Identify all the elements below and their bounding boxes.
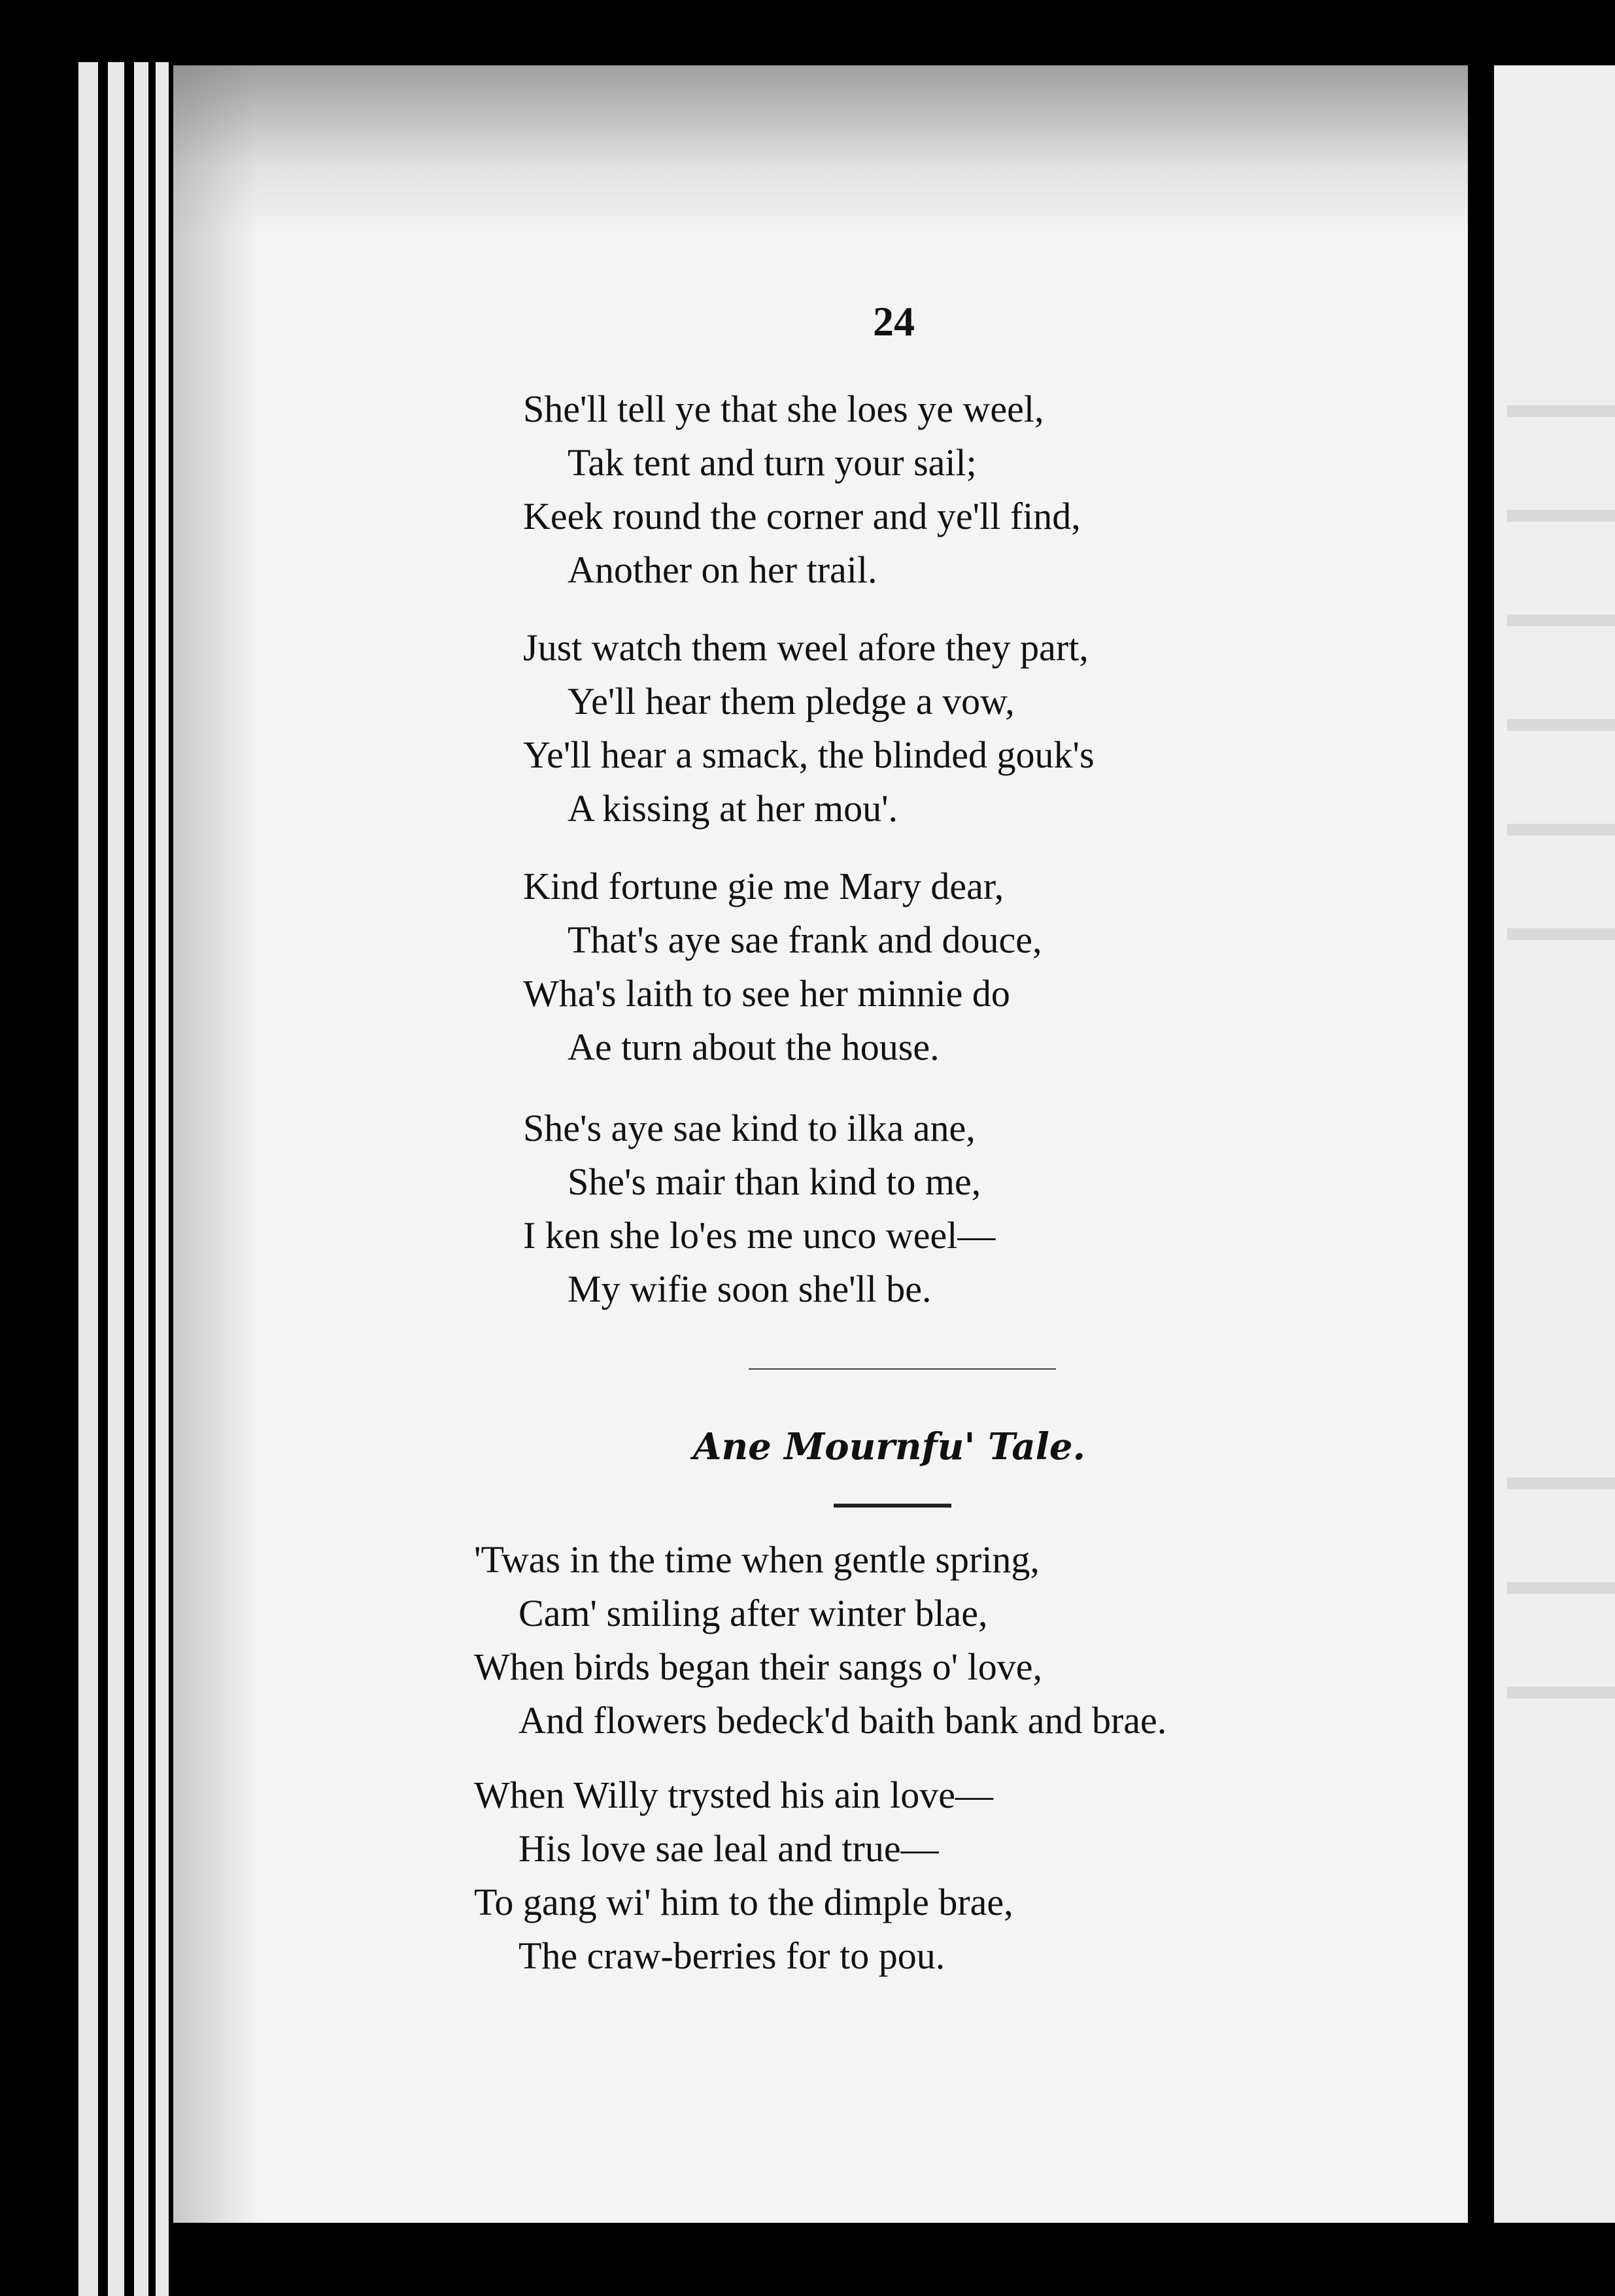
stanza-2	[523, 621, 1095, 836]
verse-line: That's aye sae frank and douce,	[568, 919, 1042, 961]
verse-line: She's aye sae kind to ilka ane,	[523, 1107, 976, 1149]
verse-line: Another on her trail.	[568, 549, 877, 591]
page-edge	[78, 62, 98, 2296]
verse-line: Ae turn about the house.	[568, 1026, 940, 1068]
verse-line: The craw-berries for to pou.	[518, 1934, 945, 1977]
verse-line: She'll tell ye that she loes ye weel,	[523, 388, 1044, 430]
verse-line: And flowers bedeck'd baith bank and brae.	[518, 1699, 1167, 1742]
page-number: 24	[873, 298, 915, 345]
stanza-4	[523, 1102, 995, 1316]
verse-line: When birds began their sangs o' love,	[474, 1646, 1042, 1688]
verse-line: Cam' smiling after winter blae,	[518, 1592, 988, 1634]
verse-line: Wha's laith to see her minnie do	[523, 972, 1010, 1015]
verse-line: A kissing at her mou'.	[568, 787, 898, 830]
facing-page-edge	[1494, 65, 1615, 2223]
verse-line: Tak tent and turn your sail;	[568, 441, 977, 484]
verse-line: She's mair than kind to me,	[568, 1160, 981, 1203]
page-edge	[108, 62, 124, 2296]
verse-line: Keek round the corner and ye'll find,	[523, 495, 1081, 537]
page-shadow	[173, 65, 1468, 235]
poem-title: Ane Mournfu' Tale.	[693, 1425, 1086, 1468]
bleed-through	[1507, 1582, 1615, 1594]
verse-line: To gang wi' him to the dimple brae,	[474, 1881, 1013, 1923]
page-shadow	[173, 65, 258, 2223]
verse-line: When Willy trysted his ain love—	[474, 1774, 993, 1816]
verse-line: Ye'll hear them pledge a vow,	[568, 680, 1015, 722]
bleed-through	[1507, 719, 1615, 731]
stanza-3	[523, 860, 1042, 1074]
bleed-through	[1507, 928, 1615, 940]
bleed-through	[1507, 1477, 1615, 1489]
verse-line: My wifie soon she'll be.	[568, 1268, 932, 1310]
verse-line: Kind fortune gie me Mary dear,	[523, 865, 1004, 907]
page-edge	[156, 62, 169, 2296]
verse-line: Ye'll hear a smack, the blinded gouk's	[523, 734, 1095, 776]
bleed-through	[1507, 615, 1615, 626]
verse-line: His love sae leal and true—	[518, 1827, 939, 1870]
bleed-through	[1507, 824, 1615, 836]
stanza-5	[474, 1533, 1166, 1747]
section-divider	[749, 1368, 1056, 1370]
bleed-through	[1507, 1687, 1615, 1698]
bleed-through	[1507, 510, 1615, 522]
verse-line: I ken she lo'es me unco weel—	[523, 1214, 996, 1257]
title-underline	[834, 1504, 951, 1508]
page-edge	[134, 62, 148, 2296]
stanza-1	[523, 382, 1081, 597]
verse-line: Just watch them weel afore they part,	[523, 626, 1089, 669]
stanza-6	[474, 1768, 1013, 1983]
verse-line: 'Twas in the time when gentle spring,	[474, 1538, 1040, 1581]
bleed-through	[1507, 405, 1615, 417]
